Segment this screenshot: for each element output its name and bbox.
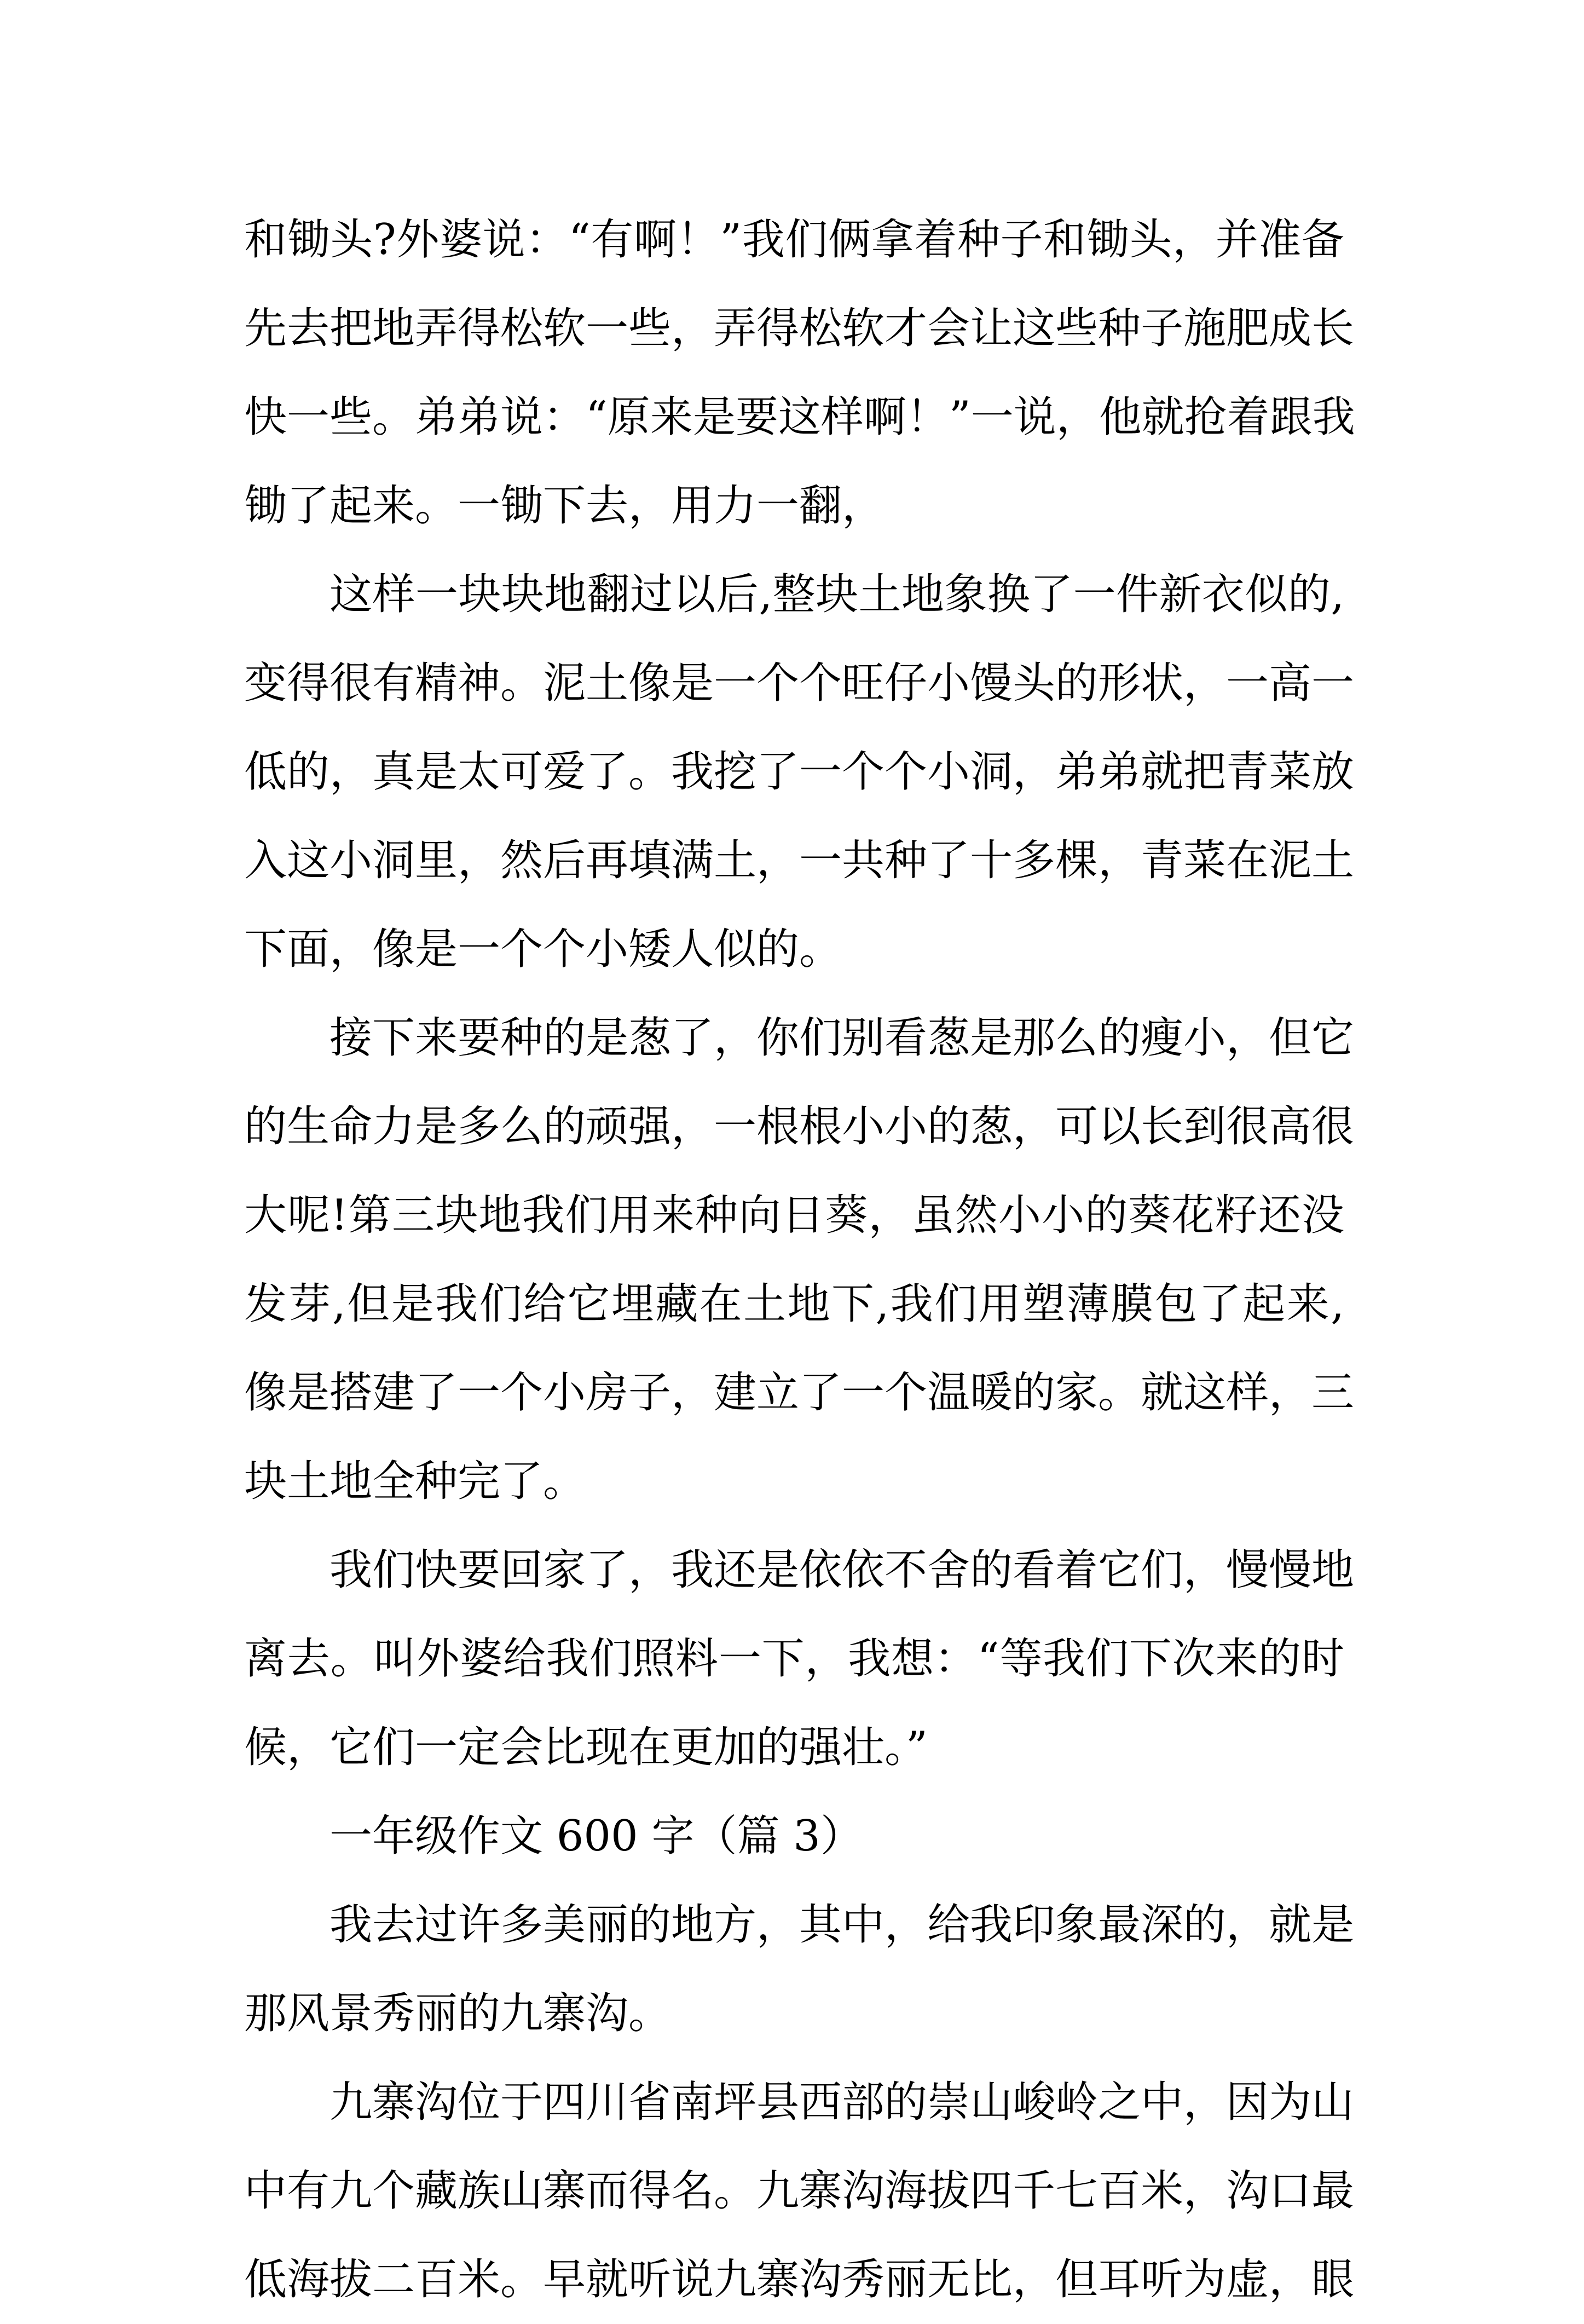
text-line: 变得很有精神。泥土像是一个个旺仔小馒头的形状，一高一 [244,659,1355,708]
text-line: 快一些。弟弟说：“原来是要这样啊！”一说，他就抢着跟我 [244,393,1355,442]
text-line: 发芽,但是我们给它埋藏在土地下,我们用塑薄膜包了起来, [244,1279,1344,1329]
text-line: 离去。叫外婆给我们照料一下，我想：“等我们下次来的时 [244,1634,1344,1683]
text-line: 中有九个藏族山寨而得名。九寨沟海拔四千七百米，沟口最 [244,2166,1355,2216]
text-line: 的生命力是多么的顽强，一根根小小的葱，可以长到很高很 [244,1102,1355,1151]
text-line: 锄了起来。一锄下去，用力一翻， [244,481,885,530]
text-line: 和锄头?外婆说：“有啊！”我们俩拿着种子和锄头，并准备 [244,215,1344,264]
text-line: 我们快要回家了，我还是依依不舍的看着它们，慢慢地 [329,1546,1355,1595]
text-line: 低海拔二百米。早就听说九寨沟秀丽无比，但耳听为虚，眼 [244,2255,1355,2304]
text-line: 低的，真是太可爱了。我挖了一个个小洞，弟弟就把青菜放 [244,747,1355,797]
text-line: 我去过许多美丽的地方，其中，给我印象最深的，就是 [329,1900,1355,1950]
text-line: 入这小洞里，然后再填满土，一共种了十多棵，青菜在泥土 [244,836,1355,885]
text-line: 一年级作文 600 字（篇 3） [329,1812,863,1861]
text-line: 块土地全种完了。 [244,1457,586,1506]
text-line: 像是搭建了一个小房子，建立了一个温暖的家。就这样，三 [244,1368,1355,1417]
text-line: 下面，像是一个个小矮人似的。 [244,925,842,974]
text-line: 那风景秀丽的九寨沟。 [244,1989,672,2038]
text-line: 这样一块块地翻过以后,整块土地象换了一件新衣似的, [329,570,1344,619]
document-body [244,195,1355,2324]
text-line: 先去把地弄得松软一些，弄得松软才会让这些种子施肥成长 [244,304,1355,353]
text-line: 大呢!第三块地我们用来种向日葵，虽然小小的葵花籽还没 [244,1191,1344,1240]
text-line: 候，它们一定会比现在更加的强壮。” [244,1723,928,1772]
text-line: 九寨沟位于四川省南坪县西部的崇山峻岭之中，因为山 [329,2078,1355,2127]
text-line: 接下来要种的是葱了，你们别看葱是那么的瘦小，但它 [329,1013,1355,1063]
